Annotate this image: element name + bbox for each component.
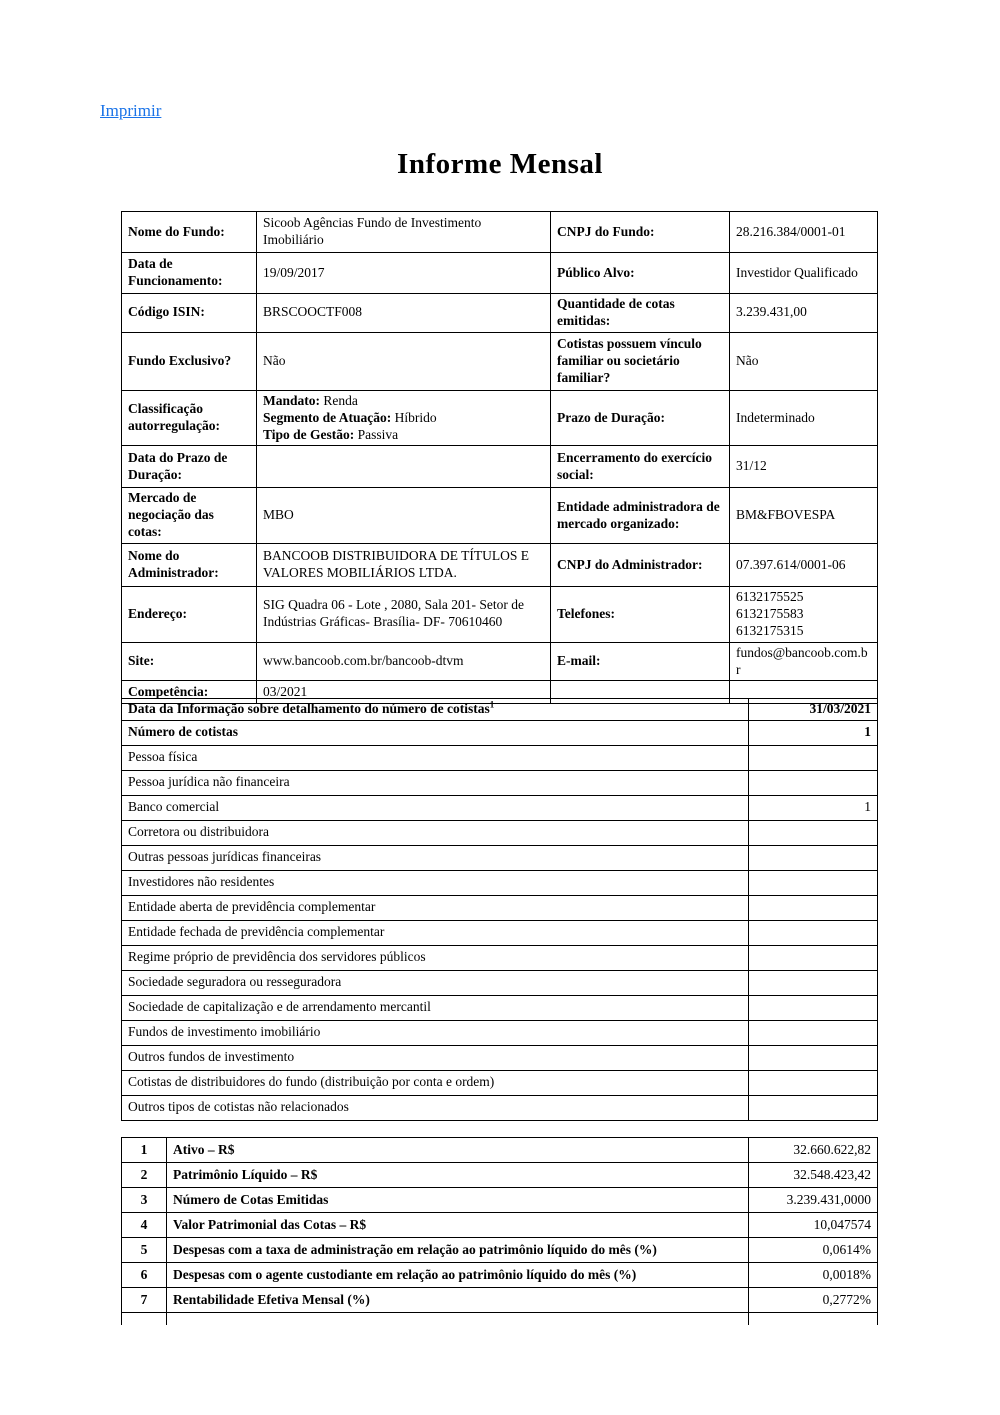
field-value: www.bancoob.com.br/bancoob-dtvm <box>257 642 551 681</box>
table-row <box>122 720 878 745</box>
cotista-type-value: 1 <box>749 795 878 820</box>
indicator-label: Ativo – R$ <box>167 1138 749 1163</box>
indicator-number: 2 <box>122 1163 167 1188</box>
cotista-type-label: Sociedade de capitalização e de arrendamento mercantil <box>122 995 749 1020</box>
cotista-type-value <box>749 745 878 770</box>
field-label: Cotistas possuem vínculo familiar ou societário familiar? <box>551 332 730 390</box>
indicator-number: 7 <box>122 1288 167 1313</box>
field-label: E-mail: <box>551 642 730 681</box>
field-value: Indeterminado <box>730 390 878 446</box>
table-row <box>122 1238 878 1263</box>
cotista-type-value <box>749 970 878 995</box>
field-label: Endereço: <box>122 587 257 643</box>
cotista-type-value <box>749 920 878 945</box>
indicator-value: 0,0614% <box>749 1238 878 1263</box>
indicator-value: 32.548.423,42 <box>749 1163 878 1188</box>
field-label: Encerramento do exercício social: <box>551 446 730 488</box>
table-row <box>122 544 878 587</box>
field-label: Data de Funcionamento: <box>122 253 257 294</box>
field-label: Site: <box>122 642 257 681</box>
cotista-type-label: Investidores não residentes <box>122 870 749 895</box>
cotista-type-label: Pessoa física <box>122 745 749 770</box>
cotista-type-label: Outras pessoas jurídicas financeiras <box>122 845 749 870</box>
cotista-type-value <box>749 820 878 845</box>
cotista-type-label: Pessoa jurídica não financeira <box>122 770 749 795</box>
cotista-type-label: Fundos de investimento imobiliário <box>122 1020 749 1045</box>
field-label: Público Alvo: <box>551 253 730 294</box>
field-value: BRSCOOCTF008 <box>257 294 551 333</box>
field-value: SIG Quadra 06 - Lote , 2080, Sala 201- Setor de Indústrias Gráficas- Brasília- DF- 70610460 <box>257 587 551 643</box>
cotista-type-value <box>749 870 878 895</box>
field-label: Classificação autorregulação: <box>122 390 257 446</box>
cotista-type-label: Cotistas de distribuidores do fundo (distribuição por conta e ordem) <box>122 1070 749 1095</box>
table-row <box>122 390 878 446</box>
field-value: 28.216.384/0001-01 <box>730 212 878 253</box>
field-label: Nome do Fundo: <box>122 212 257 253</box>
cotista-type-value <box>749 770 878 795</box>
table-row <box>122 795 878 820</box>
table-row <box>122 1163 878 1188</box>
field-value: Não <box>257 332 551 390</box>
indicator-label: Rentabilidade Efetiva Mensal (%) <box>167 1288 749 1313</box>
cotista-type-label: Banco comercial <box>122 795 749 820</box>
cotista-type-value <box>749 1045 878 1070</box>
indicator-value: 32.660.622,82 <box>749 1138 878 1163</box>
fund-info-table <box>121 211 878 704</box>
table-row <box>122 870 878 895</box>
table-row <box>122 1138 878 1163</box>
indicator-label: Patrimônio Líquido – R$ <box>167 1163 749 1188</box>
table-row <box>122 920 878 945</box>
cotista-type-label: Sociedade seguradora ou resseguradora <box>122 970 749 995</box>
table-row <box>122 1213 878 1238</box>
table-row <box>122 1188 878 1213</box>
cotistas-header-label: Data da Informação sobre detalhamento do número de cotistas$^1$ <box>122 699 749 721</box>
field-label: CNPJ do Fundo: <box>551 212 730 253</box>
table-row <box>122 1020 878 1045</box>
field-value: 6132175525 6132175583 6132175315 <box>730 587 878 643</box>
field-value <box>257 446 551 488</box>
table-row <box>122 1045 878 1070</box>
cotista-type-label: Outros fundos de investimento <box>122 1045 749 1070</box>
field-value: fundos@bancoob.com.br <box>730 642 878 681</box>
table-row <box>122 1263 878 1288</box>
table-row <box>122 820 878 845</box>
cotista-type-label: Outros tipos de cotistas não relacionados <box>122 1095 749 1120</box>
cotista-type-value <box>749 895 878 920</box>
indicator-value: 3.239.431,0000 <box>749 1188 878 1213</box>
indicator-label: Número de Cotas Emitidas <box>167 1188 749 1213</box>
field-label: Telefones: <box>551 587 730 643</box>
field-value: BANCOOB DISTRIBUIDORA DE TÍTULOS E VALORES MOBILIÁRIOS LTDA. <box>257 544 551 587</box>
field-label: CNPJ do Administrador: <box>551 544 730 587</box>
cotista-type-value <box>749 995 878 1020</box>
table-row <box>122 745 878 770</box>
table-row <box>122 294 878 333</box>
indicator-label: Despesas com o agente custodiante em relação ao patrimônio líquido do mês (%) <box>167 1263 749 1288</box>
indicator-number <box>122 1313 167 1325</box>
field-label: Competência: <box>122 681 257 704</box>
indicator-value: 0,2772% <box>749 1288 878 1313</box>
indicator-number: 1 <box>122 1138 167 1163</box>
field-value: Sicoob Agências Fundo de Investimento Imobiliário <box>257 212 551 253</box>
cotistas-header-date: 31/03/2021 <box>749 699 878 721</box>
table-row <box>122 253 878 294</box>
field-value: 03/2021 <box>257 681 551 704</box>
field-label: Quantidade de cotas emitidas: <box>551 294 730 333</box>
indicator-number: 4 <box>122 1213 167 1238</box>
field-value: 07.397.614/0001-06 <box>730 544 878 587</box>
cotista-type-value <box>749 1070 878 1095</box>
table-row <box>122 212 878 253</box>
field-value: Investidor Qualificado <box>730 253 878 294</box>
field-label: Fundo Exclusivo? <box>122 332 257 390</box>
field-label: Código ISIN: <box>122 294 257 333</box>
page-title: Informe Mensal <box>397 148 603 180</box>
table-row <box>122 995 878 1020</box>
field-value: BM&FBOVESPA <box>730 488 878 544</box>
cotista-type-value <box>749 1095 878 1120</box>
field-label: Mercado de negociação das cotas: <box>122 488 257 544</box>
indicator-number: 6 <box>122 1263 167 1288</box>
table-row <box>122 970 878 995</box>
table-row <box>122 1095 878 1120</box>
cotistas-total-label: Número de cotistas <box>122 720 749 745</box>
indicator-value: 10,047574 <box>749 1213 878 1238</box>
indicator-number: 5 <box>122 1238 167 1263</box>
table-row-partial <box>122 1313 878 1325</box>
table-row <box>122 895 878 920</box>
cotista-type-value <box>749 845 878 870</box>
table-row <box>122 1288 878 1313</box>
table-row <box>122 642 878 681</box>
cotista-type-value <box>749 945 878 970</box>
cotista-type-label: Corretora ou distribuidora <box>122 820 749 845</box>
cotista-type-value <box>749 1020 878 1045</box>
field-label: Nome do Administrador: <box>122 544 257 587</box>
indicator-label <box>167 1313 749 1325</box>
table-header-row <box>122 699 878 721</box>
table-row <box>122 332 878 390</box>
table-row <box>122 770 878 795</box>
cotista-type-label: Regime próprio de previdência dos servidores públicos <box>122 945 749 970</box>
table-row <box>122 845 878 870</box>
cotista-type-label: Entidade fechada de previdência complementar <box>122 920 749 945</box>
field-value: 3.239.431,00 <box>730 294 878 333</box>
indicator-label: Despesas com a taxa de administração em relação ao patrimônio líquido do mês (%) <box>167 1238 749 1263</box>
field-value: Não <box>730 332 878 390</box>
table-row <box>122 488 878 544</box>
footnote-marker: 1 <box>489 699 495 710</box>
field-value: MBO <box>257 488 551 544</box>
indicator-label: Valor Patrimonial das Cotas – R$ <box>167 1213 749 1238</box>
cotista-type-label: Entidade aberta de previdência complementar <box>122 895 749 920</box>
print-link[interactable]: Imprimir <box>100 101 162 120</box>
indicator-value: 0,0018% <box>749 1263 878 1288</box>
table-row <box>122 1070 878 1095</box>
table-row <box>122 446 878 488</box>
indicator-number: 3 <box>122 1188 167 1213</box>
field-label: Data do Prazo de Duração: <box>122 446 257 488</box>
cotistas-total-value: 1 <box>749 720 878 745</box>
field-value: Mandato: Renda Segmento de Atuação: Híbrido Tipo de Gestão: Passiva <box>257 390 551 446</box>
indicator-value <box>749 1313 878 1325</box>
field-label: Prazo de Duração: <box>551 390 730 446</box>
field-value: 19/09/2017 <box>257 253 551 294</box>
field-label: Entidade administradora de mercado organizado: <box>551 488 730 544</box>
field-value: 31/12 <box>730 446 878 488</box>
table-row <box>122 945 878 970</box>
table-row <box>122 587 878 643</box>
indicators-table <box>121 1137 878 1325</box>
cotistas-table <box>121 698 878 1121</box>
